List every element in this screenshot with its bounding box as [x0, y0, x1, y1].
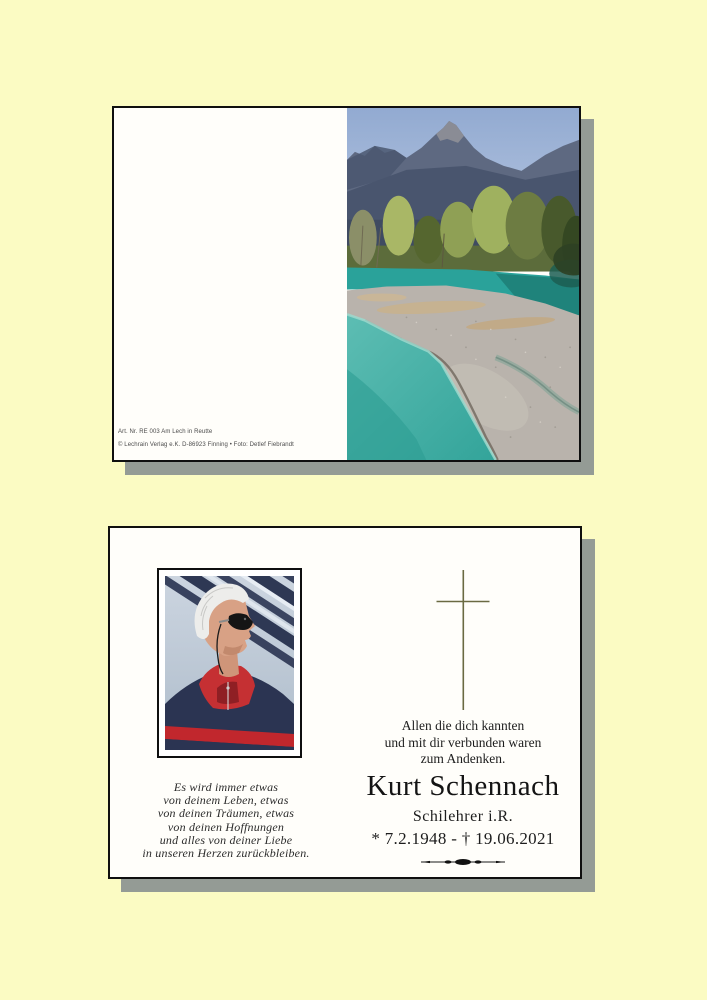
portrait-photo-frame [157, 568, 302, 758]
verse-line: von deinem Leben, etwas [163, 793, 289, 808]
dedication-line: und mit dir verbunden waren [384, 734, 542, 750]
imprint-art-number: Art. Nr. RE 003 Am Lech in Reutte [118, 429, 213, 435]
verse-line: in unseren Herzen zurückbleiben. [142, 846, 310, 861]
landscape-photo [347, 108, 579, 460]
dedication-line: zum Andenken. [420, 751, 506, 766]
memorial-verse [116, 781, 336, 860]
life-dates: * 7.2.1948 - † 19.06.2021 [371, 829, 555, 848]
outer-card [112, 106, 581, 462]
portrait-photo [165, 576, 294, 750]
deceased-name: Kurt Schennach [366, 770, 560, 802]
flourish-divider [418, 855, 508, 867]
dedication-text [353, 718, 573, 768]
dedication-line: Allen die dich kannten [401, 718, 525, 733]
memorial-cross [435, 570, 491, 712]
verse-line: von deinen Hoffnungen [167, 819, 285, 834]
deceased-title: Schilehrer i.R. [412, 808, 514, 825]
memorial-card [108, 526, 582, 879]
cross-icon [435, 570, 491, 712]
landscape-photo-art [347, 108, 579, 460]
verse-line: und alles von deiner Liebe [159, 832, 293, 847]
flourish-icon [418, 856, 508, 868]
verse-line: von deinen Träumen, etwas [157, 806, 295, 821]
verse-line: Es wird immer etwas [173, 780, 279, 794]
imprint-publisher: © Lechrain Verlag e.K. D-86923 Finning • Foto: Detlef Fiebrandt [118, 442, 294, 448]
